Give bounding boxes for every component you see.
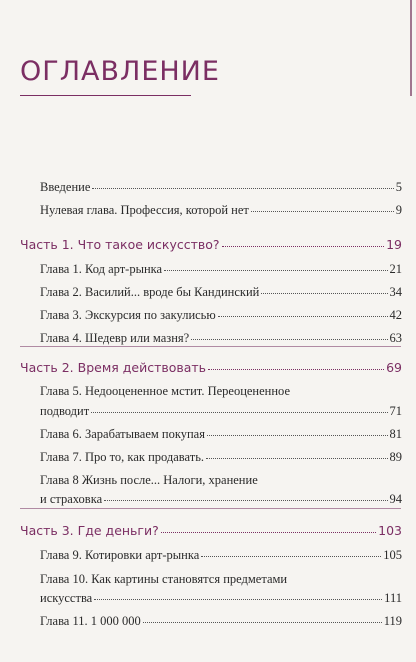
toc-entry-label: Глава 1. Код арт-рынка	[40, 262, 163, 276]
dot-leader	[104, 500, 387, 501]
dot-leader	[201, 556, 381, 557]
dot-leader	[222, 246, 385, 247]
toc-chapter-10-line1: Глава 10. Как картины становятся предметами	[40, 572, 288, 586]
toc-entry-page: 34	[389, 285, 402, 299]
dot-leader	[208, 369, 384, 370]
toc-part-label: Часть 1. Что такое искусство?	[20, 237, 220, 252]
toc-chapter-7[interactable]	[40, 450, 402, 465]
toc-chapter-6[interactable]	[40, 427, 402, 442]
toc-entry-label: Нулевая глава. Профессия, которой нет	[40, 203, 249, 217]
toc-chapter-1[interactable]	[40, 262, 402, 277]
toc-entry-label: и страховка	[40, 492, 103, 506]
dot-leader	[92, 188, 393, 189]
toc-chapter-8[interactable]	[40, 492, 402, 507]
dot-leader	[94, 599, 382, 600]
dot-leader	[261, 293, 387, 294]
dot-leader	[91, 412, 387, 413]
toc-entry-intro[interactable]	[40, 180, 402, 195]
toc-entry-label: Глава 4. Шедевр или мазня?	[40, 331, 190, 345]
toc-entry-page: 9	[395, 203, 402, 217]
toc-entry-label: Глава 9. Котировки арт-рынка	[40, 548, 200, 562]
toc-part-1[interactable]	[20, 237, 402, 252]
part-divider	[20, 508, 401, 509]
dot-leader	[143, 622, 382, 623]
toc-entry-page: 5	[395, 180, 402, 194]
toc-entry-label: Глава 3. Экскурсия по закулисью	[40, 308, 216, 322]
edge-bar	[410, 0, 412, 96]
toc-chapter-5-line1: Глава 5. Недооцененное мстит. Переоцененное	[40, 384, 290, 398]
dot-leader	[164, 270, 387, 271]
toc-entry-zero-chapter[interactable]	[40, 203, 402, 218]
toc-part-page: 19	[386, 237, 402, 252]
part-divider	[20, 346, 401, 347]
toc-part-3[interactable]	[20, 523, 402, 538]
toc-part-2[interactable]	[20, 360, 402, 375]
dot-leader	[251, 211, 394, 212]
toc-entry-label: Глава 2. Василий... вроде бы Кандинский	[40, 285, 260, 299]
toc-entry-label: Глава 6. Зарабатываем покупая	[40, 427, 205, 441]
toc-chapter-9[interactable]	[40, 548, 402, 563]
toc-entry-page: 94	[389, 492, 402, 506]
toc-entry-page: 63	[389, 331, 402, 345]
toc-chapter-4[interactable]	[40, 331, 402, 346]
dot-leader	[206, 458, 387, 459]
toc-chapter-10[interactable]	[40, 591, 402, 606]
toc-entry-page: 105	[383, 548, 402, 562]
toc-part-page: 69	[386, 360, 402, 375]
toc-entry-label: искусства	[40, 591, 93, 605]
toc-chapter-8-line1: Глава 8 Жизнь после... Налоги, хранение	[40, 473, 258, 487]
toc-entry-label: Введение	[40, 180, 91, 194]
toc-chapter-11[interactable]	[40, 614, 402, 629]
dot-leader	[191, 339, 387, 340]
toc-entry-page: 111	[384, 591, 402, 605]
toc-part-page: 103	[378, 523, 402, 538]
page-title: ОГЛАВЛЕНИЕ	[20, 56, 220, 87]
dot-leader	[218, 316, 388, 317]
toc-entry-label: подводит	[40, 404, 90, 418]
dot-leader	[161, 532, 376, 533]
toc-part-label: Часть 2. Время действовать	[20, 360, 207, 375]
dot-leader	[207, 435, 388, 436]
toc-entry-page: 81	[389, 427, 402, 441]
toc-entry-page: 21	[389, 262, 402, 276]
toc-entry-page: 119	[383, 614, 402, 628]
toc-chapter-3[interactable]	[40, 308, 402, 323]
toc-entry-label: Глава 7. Про то, как продавать.	[40, 450, 205, 464]
toc-chapter-5[interactable]	[40, 404, 402, 419]
toc-entry-page: 71	[389, 404, 402, 418]
toc-chapter-2[interactable]	[40, 285, 402, 300]
toc-entry-page: 89	[389, 450, 402, 464]
toc-entry-page: 42	[389, 308, 402, 322]
title-underline	[20, 95, 191, 96]
toc-part-label: Часть 3. Где деньги?	[20, 523, 159, 538]
toc-entry-label: Глава 11. 1 000 000	[40, 614, 141, 628]
